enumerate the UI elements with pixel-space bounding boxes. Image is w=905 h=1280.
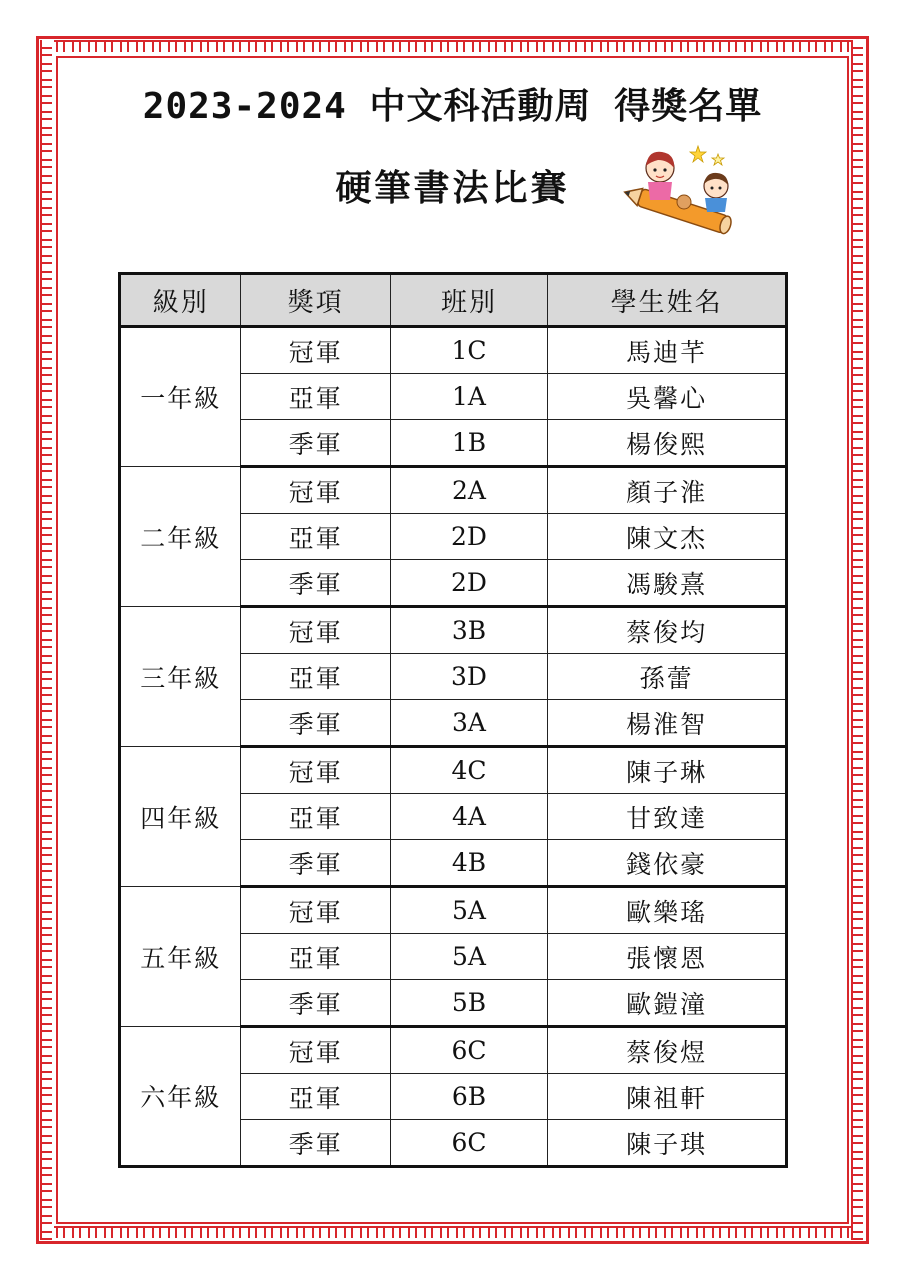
- class-cell: 4B: [390, 840, 547, 887]
- student-name-cell: 馮駿熹: [548, 560, 787, 607]
- award-cell: 亞軍: [241, 654, 390, 700]
- class-cell: 2D: [390, 560, 547, 607]
- class-cell: 5A: [390, 887, 547, 934]
- student-name-cell: 蔡俊均: [548, 607, 787, 654]
- class-cell: 1A: [390, 374, 547, 420]
- header-student-name: 學生姓名: [548, 274, 787, 327]
- grade-cell: 五年級: [120, 887, 241, 1027]
- grade-cell: 四年級: [120, 747, 241, 887]
- student-name-cell: 張懷恩: [548, 934, 787, 980]
- class-cell: 3D: [390, 654, 547, 700]
- student-name-cell: 顏子淮: [548, 467, 787, 514]
- header-grade: 級別: [120, 274, 241, 327]
- award-cell: 季軍: [241, 1120, 390, 1167]
- table-row: [120, 467, 787, 514]
- header-award: 獎項: [241, 274, 390, 327]
- class-cell: 4C: [390, 747, 547, 794]
- student-name-cell: 陳子琳: [548, 747, 787, 794]
- award-cell: 亞軍: [241, 1074, 390, 1120]
- awards-table-body: [120, 327, 787, 1167]
- class-cell: 6C: [390, 1027, 547, 1074]
- class-cell: 1C: [390, 327, 547, 374]
- student-name-cell: 歐樂瑤: [548, 887, 787, 934]
- awards-table: [118, 272, 788, 1168]
- student-name-cell: 陳祖軒: [548, 1074, 787, 1120]
- student-name-cell: 歐鎧潼: [548, 980, 787, 1027]
- student-name-cell: 馬迪芊: [548, 327, 787, 374]
- class-cell: 5A: [390, 934, 547, 980]
- grade-cell: 六年級: [120, 1027, 241, 1167]
- award-cell: 冠軍: [241, 607, 390, 654]
- award-cell: 亞軍: [241, 514, 390, 560]
- class-cell: 2D: [390, 514, 547, 560]
- award-cell: 季軍: [241, 700, 390, 747]
- award-cell: 亞軍: [241, 794, 390, 840]
- page-subtitle: 硬筆書法比賽: [335, 168, 570, 209]
- class-cell: 6C: [390, 1120, 547, 1167]
- page-title: 2023-2024 中文科活動周 得獎名單: [142, 86, 763, 127]
- grade-cell: 三年級: [120, 607, 241, 747]
- award-cell: 季軍: [241, 560, 390, 607]
- award-cell: 亞軍: [241, 374, 390, 420]
- student-name-cell: 甘致達: [548, 794, 787, 840]
- student-name-cell: 孫蕾: [548, 654, 787, 700]
- student-name-cell: 楊淮智: [548, 700, 787, 747]
- student-name-cell: 陳子琪: [548, 1120, 787, 1167]
- class-cell: 2A: [390, 467, 547, 514]
- student-name-cell: 吳馨心: [548, 374, 787, 420]
- award-cell: 季軍: [241, 980, 390, 1027]
- table-header-row: [120, 274, 787, 327]
- table-row: [120, 607, 787, 654]
- grade-cell: 一年級: [120, 327, 241, 467]
- kids-on-pencil-icon: [618, 140, 748, 240]
- table-row: [120, 327, 787, 374]
- award-cell: 冠軍: [241, 887, 390, 934]
- student-name-cell: 楊俊熙: [548, 420, 787, 467]
- student-name-cell: 陳文杰: [548, 514, 787, 560]
- award-cell: 冠軍: [241, 747, 390, 794]
- award-cell: 季軍: [241, 420, 390, 467]
- grade-cell: 二年級: [120, 467, 241, 607]
- class-cell: 3A: [390, 700, 547, 747]
- award-cell: 亞軍: [241, 934, 390, 980]
- award-cell: 冠軍: [241, 327, 390, 374]
- student-name-cell: 蔡俊煜: [548, 1027, 787, 1074]
- table-row: [120, 887, 787, 934]
- class-cell: 5B: [390, 980, 547, 1027]
- class-cell: 4A: [390, 794, 547, 840]
- header-class: 班別: [390, 274, 547, 327]
- class-cell: 3B: [390, 607, 547, 654]
- award-cell: 季軍: [241, 840, 390, 887]
- award-cell: 冠軍: [241, 467, 390, 514]
- class-cell: 1B: [390, 420, 547, 467]
- student-name-cell: 錢依豪: [548, 840, 787, 887]
- class-cell: 6B: [390, 1074, 547, 1120]
- table-row: [120, 747, 787, 794]
- table-row: [120, 1027, 787, 1074]
- award-cell: 冠軍: [241, 1027, 390, 1074]
